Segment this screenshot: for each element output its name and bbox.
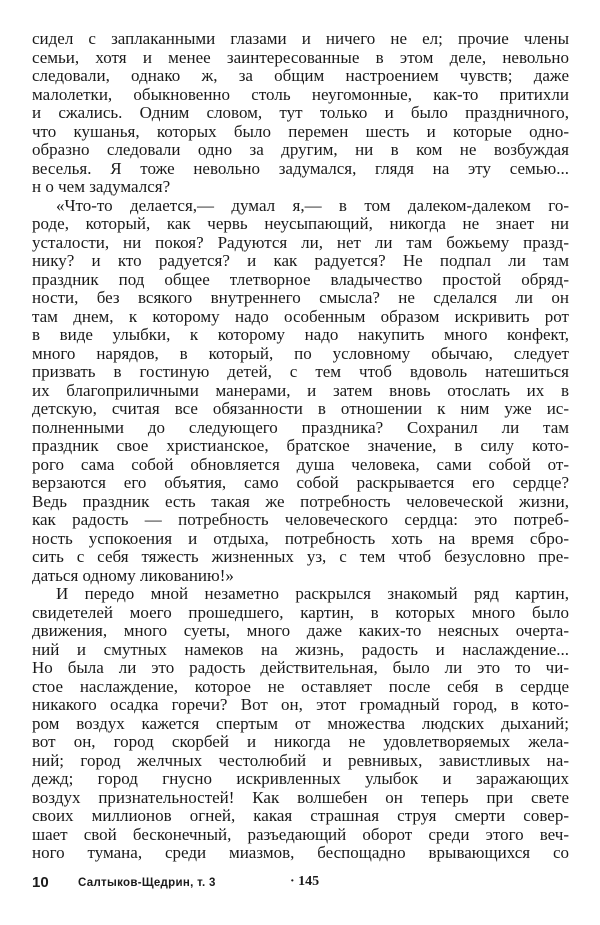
text-line: воздух признательностей! Как волшебен он теперь при свете (32, 788, 569, 807)
text-line: роде, который, как червь неусыпающий, никогда не знает ни (32, 215, 569, 233)
text-line: сить с себя тяжесть жизненных уз, с тем чтоб безусловно пре- (32, 548, 569, 566)
text-line: своих миллионов огней, какая страшная струя смерти совер- (32, 807, 569, 825)
text-line: ний; город желчных честолюбий и ревнивых, завистливых на- (32, 751, 569, 770)
text-line: ром воздух кажется спертым от множества людских дыханий; (32, 714, 569, 733)
text-line: И передо мной незаметно раскрылся знакомый ряд картин, (56, 585, 569, 603)
text-line: следовали, однако ж, за общим настроением чувств; даже (32, 67, 569, 85)
text-line: Но была ли это радость действительная, было ли это то чи- (32, 659, 569, 677)
text-line: стое наслаждение, которое не оставляет после себя в сердце (32, 677, 569, 696)
text-line: «Что-то делается,— думал я,— в том далеком-далеком го- (56, 196, 569, 215)
text-line: как радость — потребность человеческого сердца: это потреб- (32, 511, 569, 529)
text-line: ности, без всякого внутреннего смысла? не сделался ли он (32, 289, 569, 307)
text-line: их благоприличными манерами, и затем вновь отослать их в (32, 381, 569, 400)
text-line: образно следовали одно за другим, ни в ком не возбуждая (32, 141, 569, 159)
text-line: сидел с заплаканными глазами и ничего не ел; прочие члены (32, 30, 569, 48)
text-line: там днем, к которому надо особенным образом искривить рот (32, 307, 569, 326)
text-line: ность успокоения и отдыха, потребность хоть на время сбро- (32, 529, 569, 548)
text-line: даться одному ликованию!» (32, 566, 234, 585)
text-line: что кушанья, которых было перемен шесть и которые одно- (32, 122, 569, 141)
text-line: дежд; город гнусно искривленных улыбок и заражающих (32, 770, 569, 788)
text-line: вот он, город скорбей и никогда не удовлетворяемых жела- (32, 733, 569, 751)
volume-short-title: Салтыков-Щедрин, т. 3 (78, 877, 216, 889)
text-line: нику? и кто радуется? и как радуется? Не подпал ли там (32, 252, 569, 270)
page-body-text (32, 30, 569, 863)
text-line: Ведь праздник есть такая же потребность человеческой жизни, (32, 492, 569, 511)
page-footer (32, 874, 569, 894)
text-line: призвать в гостиную детей, с тем чтоб вдоволь натешиться (32, 363, 569, 381)
text-line: малолетки, обыкновенно столь неугомонные, как-то притихли (32, 85, 569, 104)
text-line: праздник под общее тлетворное владычество простой обряд- (32, 270, 569, 289)
text-line: праздник свое христианское, братское значение, в силу кото- (32, 437, 569, 455)
text-line: детскую, считая все обязанности в отношении к ним уже ис- (32, 400, 569, 418)
text-line: семьи, хотя и менее заинтересованные в этом деле, невольно (32, 48, 569, 67)
text-line: н о чем задумался? (32, 178, 171, 196)
page-number: · 145 (290, 874, 320, 889)
text-line: верзаются его объятия, само собой раскрывается его сердце? (32, 474, 569, 492)
text-line: много нарядов, в который, по условному обычаю, следует (32, 344, 569, 363)
text-line: шает свой бесконечный, разъедающий оборот среди этого веч- (32, 825, 569, 844)
text-line: веселья. Я тоже невольно задумался, глядя на эту семью... (32, 159, 569, 178)
text-line: полненными до следующего праздника? Сохранил ли там (32, 418, 569, 437)
text-line: никакого осадка горечи? Вот он, этот громадный город, в кото- (32, 696, 569, 714)
text-line: ний и смутных намеков на жизнь, радость и наслаждение... (32, 640, 569, 659)
text-line: ного тумана, среди миазмов, беспощадно врывающихся со (32, 844, 569, 862)
text-line: рого сама собой обновляется душа человека, сами собой от- (32, 455, 569, 474)
text-line: усталости, ни покоя? Радуются ли, нет ли там божьему празд- (32, 233, 569, 252)
text-line: свидетелей моего прошедшего, картин, в которых много было (32, 603, 569, 622)
text-line: движения, много суеты, много даже каких-то неясных очерта- (32, 622, 569, 640)
text-line: и сжались. Одним словом, тут только и было праздничного, (32, 104, 569, 122)
printer-signature-mark: 10 (32, 874, 49, 891)
text-line: в виде улыбки, к которому надо накупить много конфект, (32, 326, 569, 344)
